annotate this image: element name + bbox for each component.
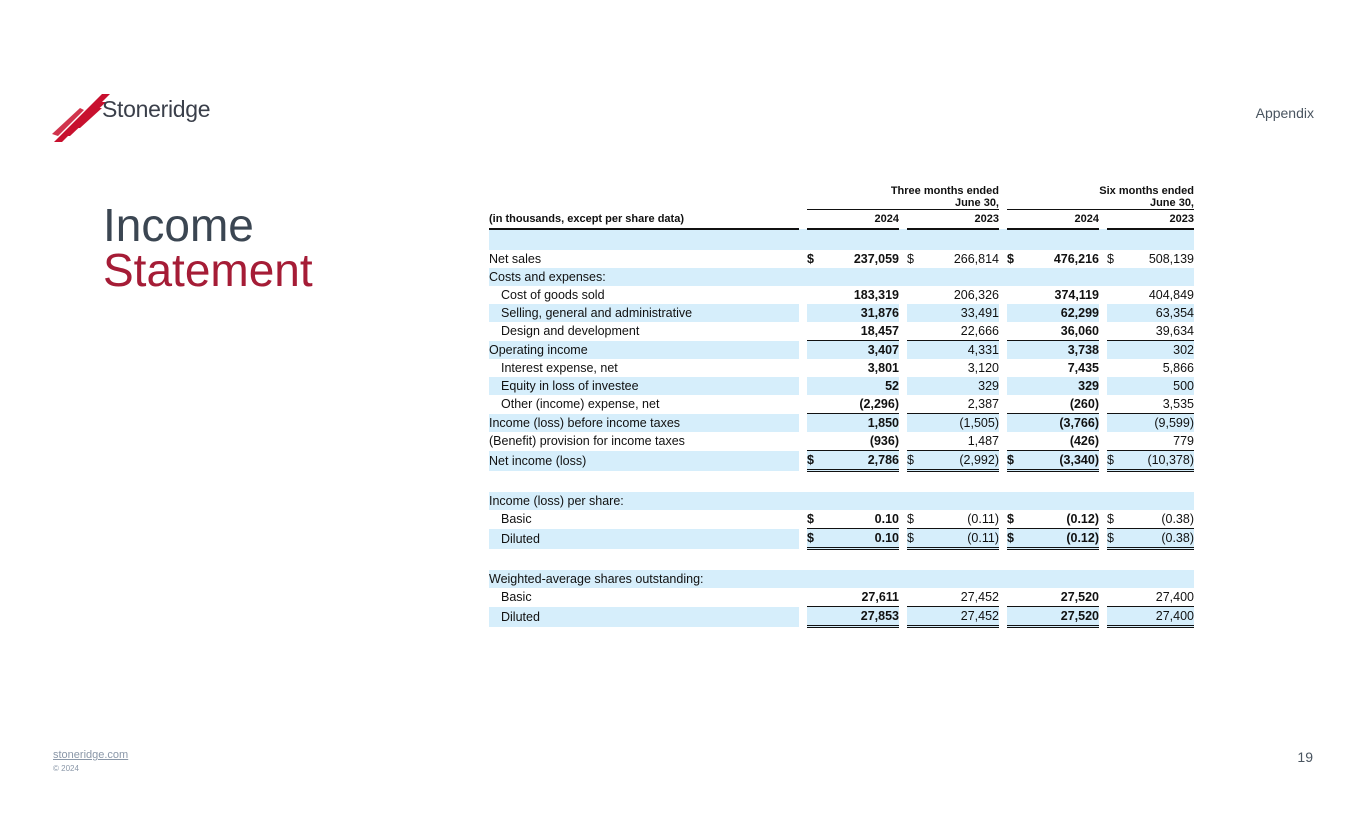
table-row-shares-diluted: Diluted 27,853 27,452 27,520 27,400 xyxy=(489,607,1194,627)
table-row-interest: Interest expense, net 3,801 3,120 7,435 5,866 xyxy=(501,361,1194,375)
table-row-equity: Equity in loss of investee 52 329 329 500 xyxy=(489,377,1194,395)
brand-name: Stoneridge xyxy=(102,96,211,122)
page-title xyxy=(103,199,313,296)
table-row-shares-header: Weighted-average shares outstanding: xyxy=(489,570,1194,588)
table-row-tax: (Benefit) provision for income taxes (936) 1,487 (426) 779 xyxy=(489,432,1194,451)
table-row-net-sales: Net sales $ 237,059 $ 266,814 $ 476,216 $ 508,139 xyxy=(489,252,1194,266)
table-row xyxy=(489,229,1194,250)
table-row xyxy=(489,549,1194,571)
table-row-cogs: Cost of goods sold 183,319 206,326 374,119 404,849 xyxy=(501,288,1194,302)
copyright: © 2024 xyxy=(53,764,79,773)
unit-label: (in thousands, except per share data) xyxy=(489,210,799,230)
header-columns-row xyxy=(489,210,1194,230)
table-row-shares-basic: Basic 27,611 27,452 27,520 27,400 xyxy=(489,588,1194,607)
page-number: 19 xyxy=(1297,749,1313,765)
header-group-row xyxy=(489,185,1194,210)
table-row-costs-header: Costs and expenses: xyxy=(489,268,1194,286)
title-line-1: Income xyxy=(103,199,254,251)
table-row-design: Design and development 18,457 22,666 36,060 39,634 xyxy=(489,322,1194,341)
col-2023-six: 2023 xyxy=(1107,210,1194,230)
table-row-eps-header: Income (loss) per share: xyxy=(489,492,1194,510)
table-row-eps-basic: Basic $ 0.10 $ (0.11) $ (0.12) $ (0.38) xyxy=(489,510,1194,529)
section-label: Appendix xyxy=(1255,105,1314,121)
col-2024-three: 2024 xyxy=(807,210,899,230)
table-row-operating-income: Operating income 3,407 4,331 3,738 302 xyxy=(489,341,1194,360)
six-months-header: Six months ended June 30, xyxy=(1007,185,1194,210)
table-row-other: Other (income) expense, net (2,296) 2,387 (260) 3,535 xyxy=(489,395,1194,414)
title-line-2: Statement xyxy=(103,244,313,296)
table-row-pretax: Income (loss) before income taxes 1,850 (1,505) (3,766) (9,599) xyxy=(489,414,1194,433)
income-statement-table xyxy=(489,185,1194,628)
table-row-net-income: Net income (loss) $ 2,786 $ (2,992) $ (3,340) $ (10,378) xyxy=(489,451,1194,471)
table-row-sga: Selling, general and administrative 31,876 33,491 62,299 63,354 xyxy=(489,304,1194,322)
col-2024-six: 2024 xyxy=(1007,210,1099,230)
website-link[interactable]: stoneridge.com xyxy=(53,749,129,761)
col-2023-three: 2023 xyxy=(907,210,999,230)
three-months-header: Three months ended June 30, xyxy=(807,185,999,210)
table-row xyxy=(489,471,1194,493)
table-row-eps-diluted: Diluted $ 0.10 $ (0.11) $ (0.12) $ (0.38) xyxy=(489,529,1194,549)
